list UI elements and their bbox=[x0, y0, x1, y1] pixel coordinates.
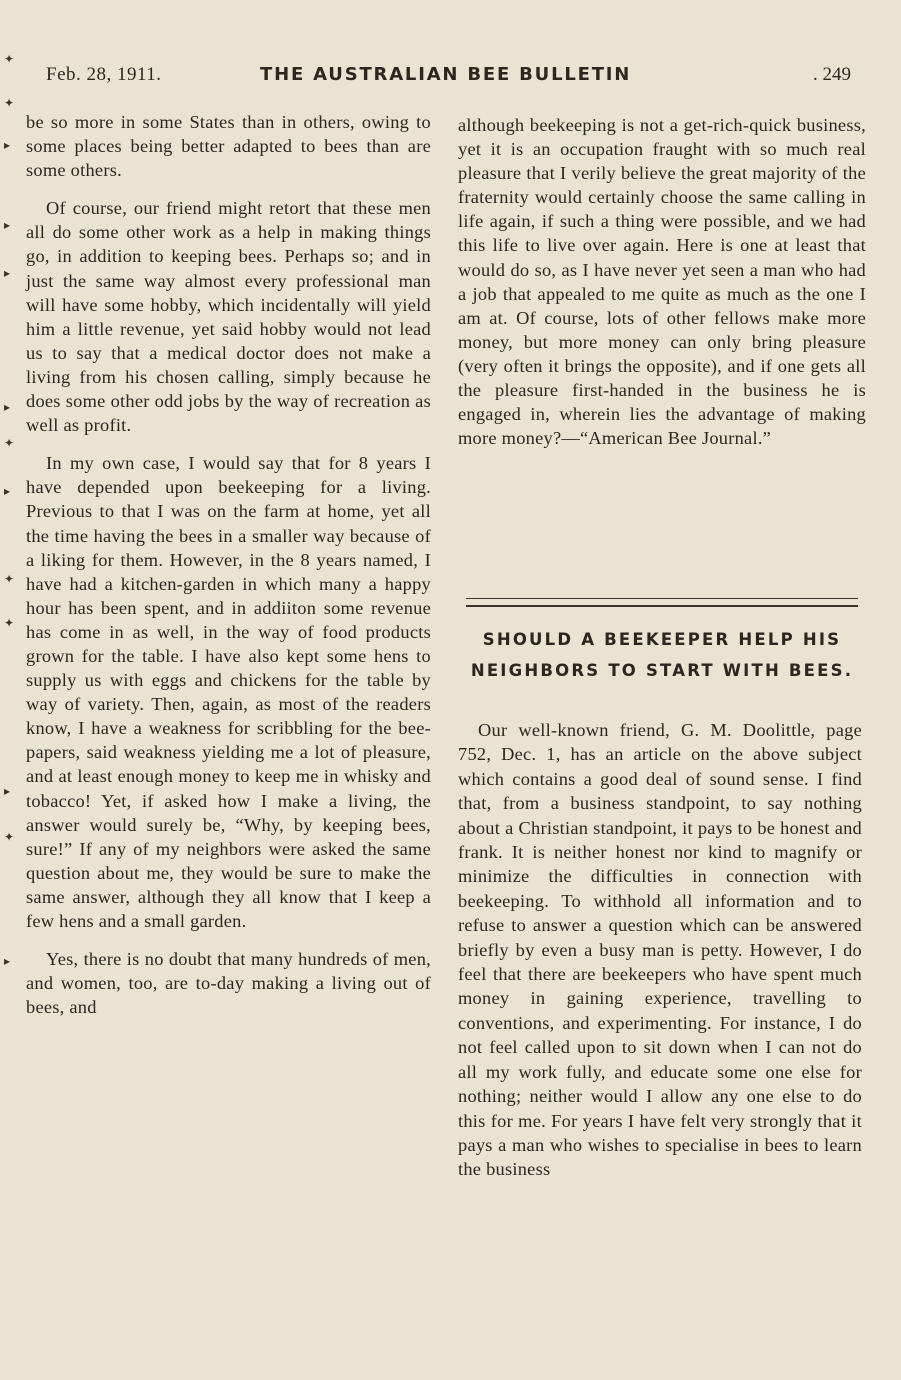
section-divider-rule bbox=[466, 598, 858, 607]
margin-mark: ▸ bbox=[4, 954, 11, 968]
margin-mark: ▸ bbox=[4, 266, 11, 280]
margin-mark: ▸ bbox=[4, 400, 11, 414]
left-paragraph-4: Yes, there is no doubt that many hundreds of men, and women, too, are to-day making a living out of bees, and bbox=[26, 949, 431, 1018]
issue-date: Feb. 28, 1911. bbox=[46, 64, 162, 85]
left-paragraph-2: Of course, our friend might retort that these men all do some other work as a help in making things go, in addition to keeping bees. Perhaps so; and in just the same way almost every professional man will have some hobby, which incidentally will yield him a little revenue, yet said hobby would not lead us to say that a medical doctor does not make a living from his chosen calling, simply because he does some other odd jobs by the way of recreation as well as profit. bbox=[26, 198, 431, 436]
margin-mark: ✦ bbox=[4, 572, 15, 586]
article-paragraph: Our well-known friend, G. M. Doolittle, page 752, Dec. 1, has an article on the above subject which contains a good deal of sound sense. I find that, from a business standpoint, to say nothing about a Christian standpoint, it pays to be honest and frank. It is neither honest nor kind to magnify or minimize the difficulties in connection with beekeeping. To withhold all information and to refuse to answer a question which can be answered briefly by even a busy man is petty. However, I do feel that there are beekeepers who have spent much money in gaining experience, travelling to conventions, and experimenting. For instance, I do not feel called upon to sit down when I can not do all my work fully, and educate some one else for nothing; neither would I allow any one else to do this for me. For years I have felt very strongly that it pays a man who wishes to specialise in bees to learn the business bbox=[458, 720, 862, 1180]
left-paragraph-1: be so more in some States than in others, owing to some places being better adapted to bees than are some others. bbox=[26, 112, 431, 181]
page-number: . 249 bbox=[813, 64, 851, 85]
margin-mark: ✦ bbox=[4, 52, 15, 66]
right-paragraph-continued: although beekeeping is not a get-rich-quick business, yet it is an occupation fraught with so much real pleasure that I verily believe the great majority of the fraternity would certainly choose the same calling in life again, if such a thing were possible, and we had this life to live over again. Here is one at least that would do so, as I have never yet seen a man who had a job that appealed to me quite as much as the one I am at. Of course, lots of other fellows make more money, but more money can only bring pleasure (very often it brings the opposite), and if one gets all the pleasure first-handed in the business he is engaged in, wherein lies the advantage of making more money?—“American Bee Journal.” bbox=[458, 115, 866, 449]
right-column-article bbox=[458, 718, 862, 1182]
margin-mark: ✦ bbox=[4, 96, 15, 110]
margin-mark: ▸ bbox=[4, 784, 11, 798]
right-column-top bbox=[458, 113, 866, 450]
margin-mark: ▸ bbox=[4, 218, 11, 232]
left-paragraph-3: In my own case, I would say that for 8 years I have depended upon beekeeping for a living. Previous to that I was on the farm at home, yet all the time having the bees in a smaller way because of a liking for them. However, in the 8 years named, I have had a kitchen-garden in which many a happy hour has been spent, and in addiiton some revenue has come in as well, in the way of food products grown for the table. I have also kept some hens to supply us with eggs and chickens for the table by way of variety. Then, again, as most of the readers know, I have a weakness for scribbling for the bee-papers, said weakness yielding me a lot of pleasure, and at least enough money to keep me in whisky and tobacco! Yet, if asked how I make a living, the answer would surely be, “Why, by keeping bees, sure!” If any of my neighbors were asked the same question about me, they would be sure to make the same answer, although they all know that I keep a few hens and a small garden. bbox=[26, 453, 431, 931]
margin-mark: ▸ bbox=[4, 138, 11, 152]
margin-mark: ✦ bbox=[4, 830, 15, 844]
article-heading: SHOULD A BEEKEEPER HELP HIS NEIGHBORS TO START WITH BEES. bbox=[470, 630, 854, 680]
margin-mark: ✦ bbox=[4, 436, 15, 450]
margin-mark: ▸ bbox=[4, 484, 11, 498]
page-header bbox=[46, 64, 851, 94]
left-column bbox=[26, 110, 431, 1019]
binding-margin-marks bbox=[0, 0, 24, 1380]
margin-mark: ✦ bbox=[4, 616, 15, 630]
publication-title: THE AUSTRALIAN BEE BULLETIN bbox=[260, 64, 632, 85]
